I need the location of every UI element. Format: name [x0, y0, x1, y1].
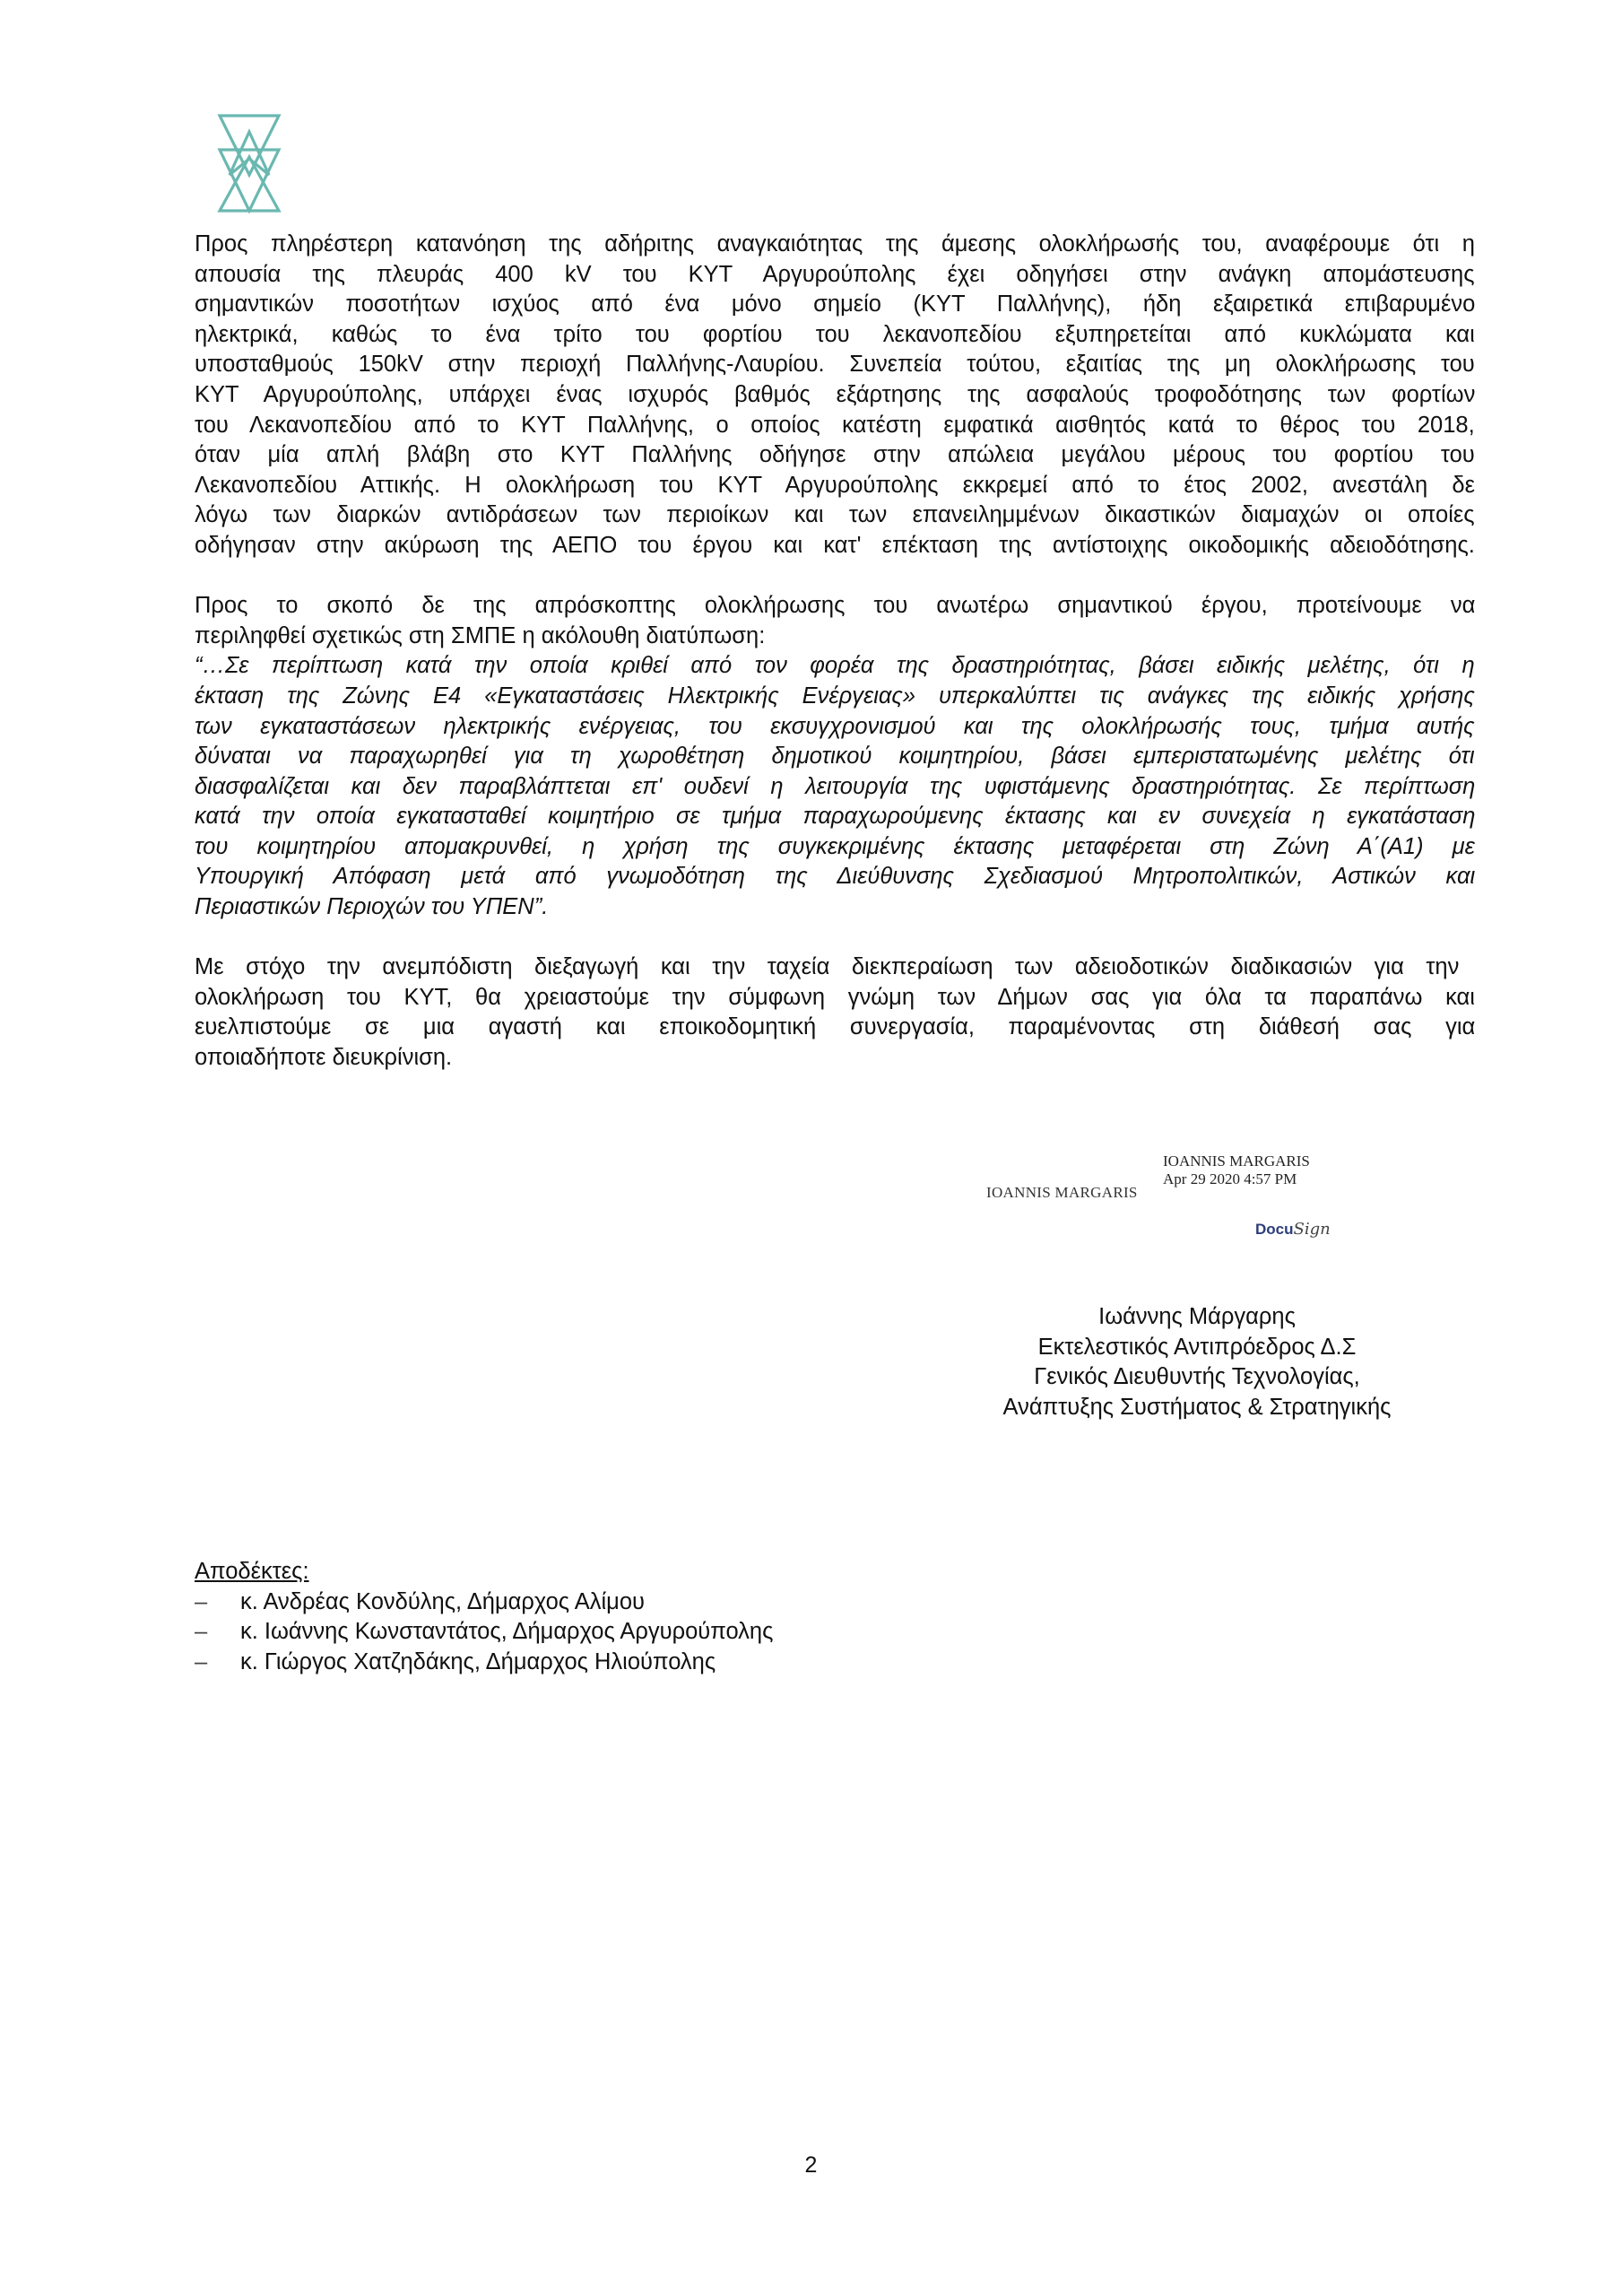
- text-line: οποιαδήποτε διευκρίνιση.: [195, 1045, 453, 1071]
- recipients-list: [195, 1557, 773, 1677]
- text-line: Προς πληρέστερη κατανόηση της αδήριτης αναγκαιότητας της άμεσης ολοκλήρωσής του, αναφέρουμε ότι η: [195, 231, 1475, 257]
- text-line: Με στόχο την ανεμπόδιστη διεξαγωγή και την ταχεία διεκπεραίωση των αδειοδοτικών διαδικασιών για την: [195, 954, 1460, 980]
- text-line: δύναται να παραχωρηθεί για τη χωροθέτηση δημοτικού κοιμητηρίου, βάσει εμπεριστατωμένης μελέτης ότι: [195, 744, 1475, 770]
- text-line: έκταση της Ζώνης Ε4 «Εγκαταστάσεις Ηλεκτρικής Ενέργειας» υπερκαλύπτει τις ανάγκες της ειδικής χρήσης: [195, 683, 1475, 709]
- text-line: απουσία της πλευράς 400 kV του ΚΥΤ Αργυρούπολης έχει οδηγήσει στην ανάγκη απομάστευσης: [195, 261, 1475, 287]
- paragraph-context: [195, 230, 1475, 561]
- recipient-name: κ. Γιώργος Χατζηδάκης, Δήμαρχος Ηλιούπολης: [240, 1648, 716, 1674]
- dash-bullet-icon: –: [195, 1619, 208, 1645]
- recipient-name: κ. Ιωάννης Κωνσταντάτος, Δήμαρχος Αργυρούπολης: [240, 1619, 774, 1645]
- recipient-item: [195, 1648, 773, 1678]
- docusign-logo-sign: Sign: [1293, 1220, 1331, 1239]
- text-line: λόγω των διαρκών αντιδράσεων των περιοίκων και των επανειλημμένων δικαστικών διαμαχών οι οποίες: [195, 502, 1475, 528]
- dash-bullet-icon: –: [195, 1648, 208, 1674]
- signatory-title: Ανάπτυξης Συστήματος & Στρατηγικής: [1002, 1394, 1392, 1420]
- signature-name: IOANNIS MARGARIS: [986, 1184, 1138, 1201]
- signatory-title: Εκτελεστικός Αντιπρόεδρος Δ.Σ: [1037, 1334, 1357, 1360]
- text-line: περιληφθεί σχετικώς στη ΣΜΠΕ η ακόλουθη διατύπωση:: [195, 622, 766, 648]
- docusign-signature-block: [986, 1139, 1399, 1265]
- text-line: Προς το σκοπό δε της απρόσκοπτης ολοκλήρωσης του ανωτέρω σημαντικού έργου, προτείνουμε να: [195, 593, 1476, 619]
- docusign-logo-docu: Docu: [1255, 1221, 1294, 1238]
- triangles-logo-icon: [215, 112, 283, 215]
- text-line: σημαντικών ποσοτήτων ισχύος από ένα μόνο σημείο (ΚΥΤ Παλλήνης), ήδη εξαιρετικά επιβαρυμένο: [195, 291, 1476, 317]
- text-line: “…Σε περίπτωση κατά την οποία κριθεί από τον φορέα της δραστηριότητας, βάσει ειδικής μελέτης, ότι η: [195, 653, 1475, 679]
- signatory-title: Γενικός Διευθυντής Τεχνολογίας,: [1034, 1364, 1360, 1390]
- paragraph-proposal: [195, 591, 1475, 651]
- text-line: διασφαλίζεται και δεν παραβλάπτεται επ' ουδενί η λειτουργία της υφιστάμενης δραστηριότητας. Σε περίπτωση: [195, 773, 1476, 799]
- letter-body: [195, 230, 1475, 1074]
- recipient-name: κ. Ανδρέας Κονδύλης, Δήμαρχος Αλίμου: [240, 1588, 645, 1614]
- text-line: ΚΥΤ Αργυρούπολης, υπάρχει ένας ισχυρός βαθμός εξάρτησης της ασφαλούς τροφοδότησης των φορτίων: [195, 381, 1476, 407]
- recipient-item: [195, 1617, 773, 1648]
- text-line: Λεκανοπεδίου Αττικής. Η ολοκλήρωση του ΚΥΤ Αργυρούπολης εκκρεμεί από το έτος 2002, ανεστάλη δε: [195, 472, 1475, 498]
- docusign-logo: [1255, 1220, 1331, 1239]
- dash-bullet-icon: –: [195, 1588, 208, 1614]
- text-line: όταν μία απλή βλάβη στο ΚΥΤ Παλλήνης οδήγησε στην απώλεια μεγάλου μέρους του φορτίου του: [195, 442, 1475, 468]
- page-number: 2: [804, 2152, 818, 2178]
- text-line: κατά την οποία εγκατασταθεί κοιμητήριο σε τμήμα παραχωρούμενης έκτασης και εν συνεχεία η εγκατάσταση: [195, 804, 1476, 830]
- company-logo: [215, 112, 283, 215]
- text-line: των εγκαταστάσεων ηλεκτρικής ενέργειας, του εκσυγχρονισμού και της ολοκλήρωσής τους, τμήμα αυτής: [195, 713, 1475, 739]
- text-line: του Λεκανοπεδίου από το ΚΥΤ Παλλήνης, ο οποίος κατέστη εμφατικά αισθητός κατά το θέρος του 2018,: [195, 412, 1475, 438]
- text-line: ηλεκτρικά, καθώς το ένα τρίτο του φορτίου του λεκανοπεδίου εξυπηρετείται από κυκλώματα και: [195, 321, 1475, 347]
- signature-stamp-date: Apr 29 2020 4:57 PM: [1163, 1170, 1297, 1187]
- text-line: του κοιμητηρίου απομακρυνθεί, η χρήση της συγκεκριμένης έκτασης μεταφέρεται στη Ζώνη Α΄(Α1) με: [195, 833, 1475, 859]
- signature-stamp-name: IOANNIS MARGARIS: [1163, 1152, 1310, 1170]
- recipient-item: [195, 1587, 773, 1618]
- text-line: ευελπιστούμε σε μια αγαστή και εποικοδομητική συνεργασία, παραμένοντας στη διάθεσή σας για: [195, 1014, 1476, 1040]
- text-line: Περιαστικών Περιοχών του ΥΠΕΝ”.: [195, 894, 549, 920]
- signatory-name: Ιωάννης Μάργαρης: [1098, 1304, 1296, 1329]
- text-line: υποσταθμούς 150kV στην περιοχή Παλλήνης-Λαυρίου. Συνεπεία τούτου, εξαιτίας της μη ολοκλήρωσης του: [195, 352, 1475, 378]
- text-line: οδήγησαν στην ακύρωση της ΑΕΠΟ του έργου και κατ' επέκταση της αντίστοιχης οικοδομικής αδειοδότησης.: [195, 532, 1475, 558]
- recipients-title: Αποδέκτες:: [195, 1559, 309, 1584]
- text-line: Υπουργική Απόφαση μετά από γνωμοδότηση της Διεύθυνσης Σχεδιασμού Μητροπολιτικών, Αστικών και: [195, 864, 1476, 890]
- proposed-wording-quote: [195, 651, 1475, 922]
- signatory-block: [941, 1302, 1453, 1422]
- paragraph-closing: [195, 952, 1475, 1073]
- text-line: ολοκλήρωση του ΚΥΤ, θα χρειαστούμε την σύμφωνη γνώμη των Δήμων σας για όλα τα παραπάνω και: [195, 984, 1475, 1010]
